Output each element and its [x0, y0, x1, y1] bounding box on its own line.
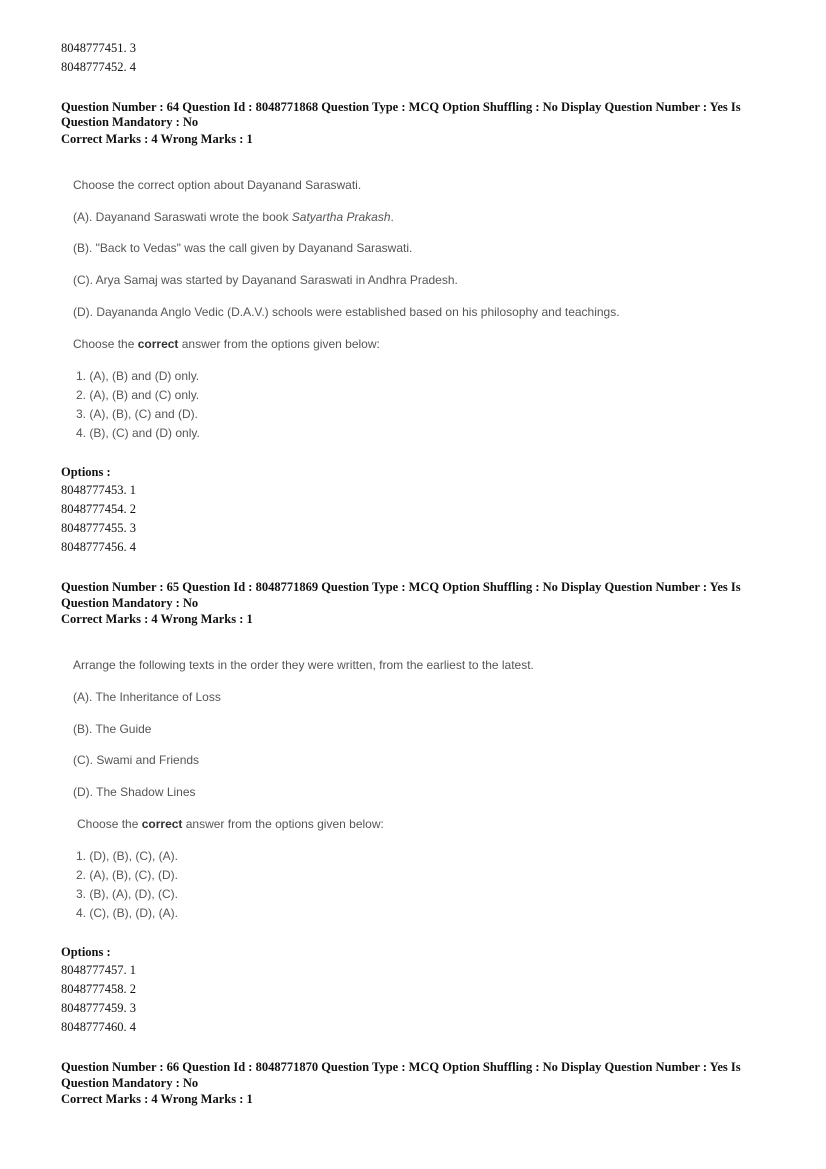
book-title: Satyartha Prakash	[291, 210, 391, 224]
choice: 1. (A), (B) and (D) only.	[76, 369, 200, 383]
instruction: Choose the correct answer from the options given below:	[77, 817, 384, 831]
statement-c: (C). Swami and Friends	[73, 753, 200, 767]
statement-a: (A). The Inheritance of Loss	[73, 690, 221, 704]
option-line: 8048777459. 3	[61, 1001, 136, 1015]
question-header: Question Number : 66 Question Id : 8048771870 Question Type : MCQ Option Shuffling : No Display Question Number : Yes Is	[61, 1060, 741, 1074]
choice: 1. (D), (B), (C), (A).	[76, 849, 178, 863]
option-line: 8048777453. 1	[61, 483, 136, 497]
option-line: 8048777454. 2	[61, 502, 136, 516]
option-line: 8048777451. 3	[61, 41, 136, 55]
option-line: 8048777456. 4	[61, 540, 136, 554]
option-line: 8048777460. 4	[61, 1020, 136, 1034]
question-header: Question Number : 64 Question Id : 8048771868 Question Type : MCQ Option Shuffling : No Display Question Number : Yes Is	[61, 100, 741, 114]
choice: 2. (A), (B) and (C) only.	[76, 388, 200, 402]
question-marks: Correct Marks : 4 Wrong Marks : 1	[61, 612, 253, 626]
choice: 2. (A), (B), (C), (D).	[76, 868, 178, 882]
option-line: 8048777455. 3	[61, 521, 136, 535]
statement-b: (B). "Back to Vedas" was the call given by Dayanand Saraswati.	[73, 241, 413, 255]
options-label: Options :	[61, 945, 111, 959]
choice: 3. (A), (B), (C) and (D).	[76, 407, 199, 421]
choice: 3. (B), (A), (D), (C).	[76, 887, 178, 901]
question-stem: Arrange the following texts in the order they were written, from the earliest to the latest.	[73, 658, 534, 672]
question-mandatory: Question Mandatory : No	[61, 115, 199, 129]
question-marks: Correct Marks : 4 Wrong Marks : 1	[61, 132, 253, 146]
choice: 4. (C), (B), (D), (A).	[76, 906, 178, 920]
question-stem: Choose the correct option about Dayanand Saraswati.	[73, 178, 362, 192]
question-mandatory: Question Mandatory : No	[61, 1076, 199, 1090]
question-mandatory: Question Mandatory : No	[61, 596, 199, 610]
statement-c: (C). Arya Samaj was started by Dayanand Saraswati in Andhra Pradesh.	[73, 273, 458, 287]
choice: 4. (B), (C) and (D) only.	[76, 426, 200, 440]
option-line: 8048777457. 1	[61, 963, 136, 977]
statement-a: (A). Dayanand Saraswati wrote the book Satyartha Prakash.	[73, 210, 394, 224]
question-marks: Correct Marks : 4 Wrong Marks : 1	[61, 1092, 253, 1106]
statement-d: (D). The Shadow Lines	[73, 785, 196, 799]
option-line: 8048777452. 4	[61, 60, 136, 74]
statement-b: (B). The Guide	[73, 722, 152, 736]
option-line: 8048777458. 2	[61, 982, 136, 996]
question-header: Question Number : 65 Question Id : 8048771869 Question Type : MCQ Option Shuffling : No Display Question Number : Yes Is	[61, 580, 741, 594]
statement-d: (D). Dayananda Anglo Vedic (D.A.V.) schools were established based on his philosophy and teachings.	[73, 305, 620, 319]
options-label: Options :	[61, 465, 111, 479]
instruction: Choose the correct answer from the options given below:	[73, 337, 380, 351]
